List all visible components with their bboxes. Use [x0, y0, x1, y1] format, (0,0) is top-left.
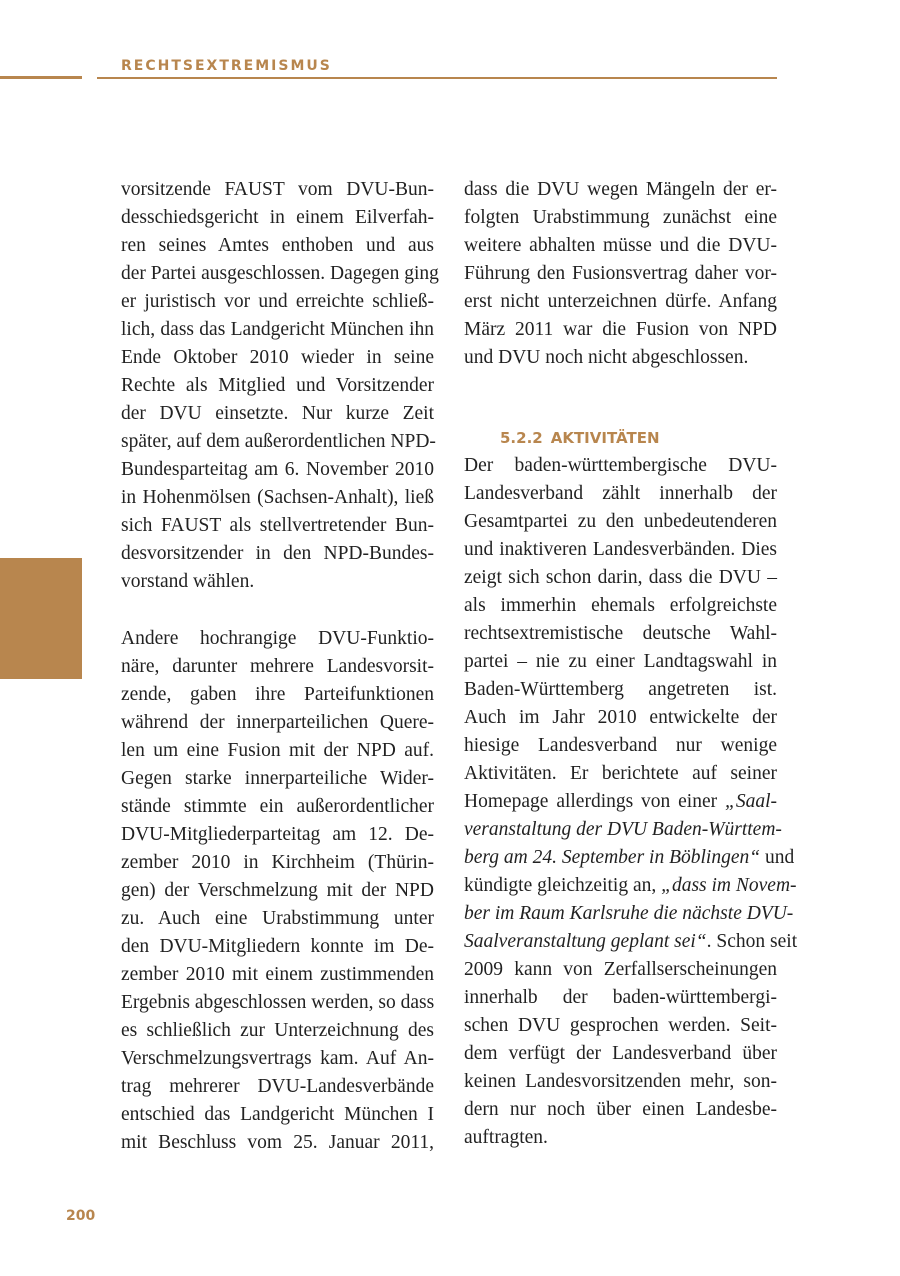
chapter-side-tab — [0, 558, 82, 679]
text-line: innerhalb der baden-württembergi- — [464, 987, 777, 1008]
text-line — [464, 872, 797, 900]
text-line: desschiedsgericht in einem Eilverfah- — [121, 207, 434, 228]
text-line: Verschmelzungsvertrags kam. Auf An- — [121, 1048, 434, 1069]
text-line: Landesverband zählt innerhalb der — [464, 483, 777, 504]
text-line: hiesige Landesverband nur wenige — [464, 735, 777, 756]
text-line: zeigt sich schon darin, dass die DVU – — [464, 567, 777, 588]
text-line: zember 2010 mit einem zustimmenden — [121, 964, 434, 985]
text-line: vorsitzende FAUST vom DVU-Bun- — [121, 179, 434, 200]
text-line: der Partei ausgeschlossen. Dagegen ging — [121, 263, 439, 284]
text-line: sich FAUST als stellvertretender Bun- — [121, 515, 434, 536]
text-line: weitere abhalten müsse und die DVU- — [464, 235, 777, 256]
text-line: März 2011 war die Fusion von NPD — [464, 319, 777, 340]
header-rule-left — [0, 76, 82, 79]
text-line: Rechte als Mitglied und Vorsitzender — [121, 375, 434, 396]
text-line: Andere hochrangige DVU-Funktio- — [121, 628, 434, 649]
text-line: DVU-Mitgliederparteitag am 12. De- — [121, 824, 434, 845]
text-line: gen) der Verschmelzung mit der NPD — [121, 880, 434, 901]
text-line: Auch im Jahr 2010 entwickelte der — [464, 707, 777, 728]
text-line: stände stimmte ein außerordentlicher — [121, 796, 434, 817]
text-line: es schließlich zur Unterzeichnung des — [121, 1020, 434, 1041]
text-line: Baden-Württemberg angetreten ist. — [464, 679, 777, 700]
quote-text: „Saal- — [724, 791, 777, 812]
text-line — [464, 928, 798, 956]
text-line: keinen Landesvorsitzenden mehr, son- — [464, 1071, 777, 1092]
text-line: folgten Urabstimmung zunächst eine — [464, 207, 777, 228]
text-line: Gesamtpartei zu den unbedeutenderen — [464, 511, 777, 532]
left-paragraph-1 — [121, 176, 439, 596]
page-number: 200 — [66, 1208, 96, 1224]
text-line: Führung den Fusionsvertrag daher vor- — [464, 263, 777, 284]
header-rule-right — [97, 77, 777, 79]
text-line: zu. Auch eine Urabstimmung unter — [121, 908, 434, 929]
text-line: näre, darunter mehrere Landesvorsit- — [121, 656, 434, 677]
quote-text: veranstaltung der DVU Baden-Württem- — [464, 819, 782, 840]
text-line: er juristisch vor und erreichte schließ- — [121, 291, 434, 312]
text-line: der DVU einsetzte. Nur kurze Zeit — [121, 403, 434, 424]
text-line: partei – nie zu einer Landtagswahl in — [464, 651, 777, 672]
text-line: schen DVU gesprochen werden. Seit- — [464, 1015, 777, 1036]
text-line: mit Beschluss vom 25. Januar 2011, — [121, 1132, 434, 1153]
left-paragraph-2 — [121, 625, 434, 1157]
text-line: 2009 kann von Zerfallserscheinungen — [464, 959, 777, 980]
text-line: Gegen starke innerparteiliche Wider- — [121, 768, 434, 789]
text-line: Ende Oktober 2010 wieder in seine — [121, 347, 434, 368]
text-line: den DVU-Mitgliedern konnte im De- — [121, 936, 434, 957]
left-column — [121, 176, 439, 1157]
text-line: zende, gaben ihre Parteifunktionen — [121, 684, 434, 705]
right-paragraph-2 — [464, 452, 798, 1152]
text-line: Der baden-württembergische DVU- — [464, 455, 777, 476]
text-line: rechtsextremistische deutsche Wahl- — [464, 623, 777, 644]
right-column — [464, 176, 798, 1152]
text-segment: . Schon seit — [706, 931, 798, 952]
text-line: später, auf dem außerordentlichen NPD- — [121, 431, 436, 452]
quote-text: Saalveranstaltung geplant sei“ — [464, 931, 707, 952]
text-line: in Hohenmölsen (Sachsen-Anhalt), ließ — [121, 487, 434, 508]
section-heading — [464, 424, 777, 452]
text-line: trag mehrerer DVU-Landesverbände — [121, 1076, 434, 1097]
text-line: dass die DVU wegen Mängeln der er- — [464, 179, 777, 200]
text-line: vorstand wählen. — [121, 571, 255, 592]
section-number: 5.2.2 — [500, 429, 543, 447]
text-line: len um eine Fusion mit der NPD auf. — [121, 740, 434, 761]
text-line: lich, dass das Landgericht München ihn — [121, 319, 434, 340]
text-line: und inaktiveren Landesverbänden. Dies — [464, 539, 777, 560]
running-head: RECHTSEXTREMISMUS — [121, 58, 332, 74]
text-line — [464, 816, 782, 844]
text-line: entschied das Landgericht München I — [121, 1104, 434, 1125]
text-line: und DVU noch nicht abgeschlossen. — [464, 347, 749, 368]
text-line: als immerhin ehemals erfolgreichste — [464, 595, 777, 616]
text-line: desvorsitzender in den NPD-Bundes- — [121, 543, 434, 564]
text-line: Ergebnis abgeschlossen werden, so dass — [121, 992, 435, 1013]
quote-text: „dass im Novem- — [661, 875, 797, 896]
text-segment: Homepage allerdings von einer — [464, 791, 725, 812]
quote-text: berg am 24. September in Böblingen“ — [464, 847, 761, 868]
text-line — [464, 844, 795, 872]
text-segment: und — [760, 847, 795, 868]
text-line: Bundesparteitag am 6. November 2010 — [121, 459, 434, 480]
text-line — [464, 900, 794, 928]
text-line: dem verfügt der Landesverband über — [464, 1043, 777, 1064]
text-line: erst nicht unterzeichnen dürfe. Anfang — [464, 291, 777, 312]
text-line: dern nur noch über einen Landesbe- — [464, 1099, 777, 1120]
text-line: Aktivitäten. Er berichtete auf seiner — [464, 763, 777, 784]
right-paragraph-1 — [464, 176, 777, 372]
text-line: ren seines Amtes enthoben und aus — [121, 235, 434, 256]
text-line — [464, 788, 777, 816]
text-line: während der innerparteilichen Quere- — [121, 712, 434, 733]
section-title: AKTIVITÄTEN — [550, 429, 660, 447]
quote-text: ber im Raum Karlsruhe die nächste DVU- — [464, 903, 794, 924]
text-line: zember 2010 in Kirchheim (Thürin- — [121, 852, 434, 873]
text-segment: kündigte gleichzeitig an, — [464, 875, 662, 896]
text-line: auftragten. — [464, 1127, 548, 1148]
